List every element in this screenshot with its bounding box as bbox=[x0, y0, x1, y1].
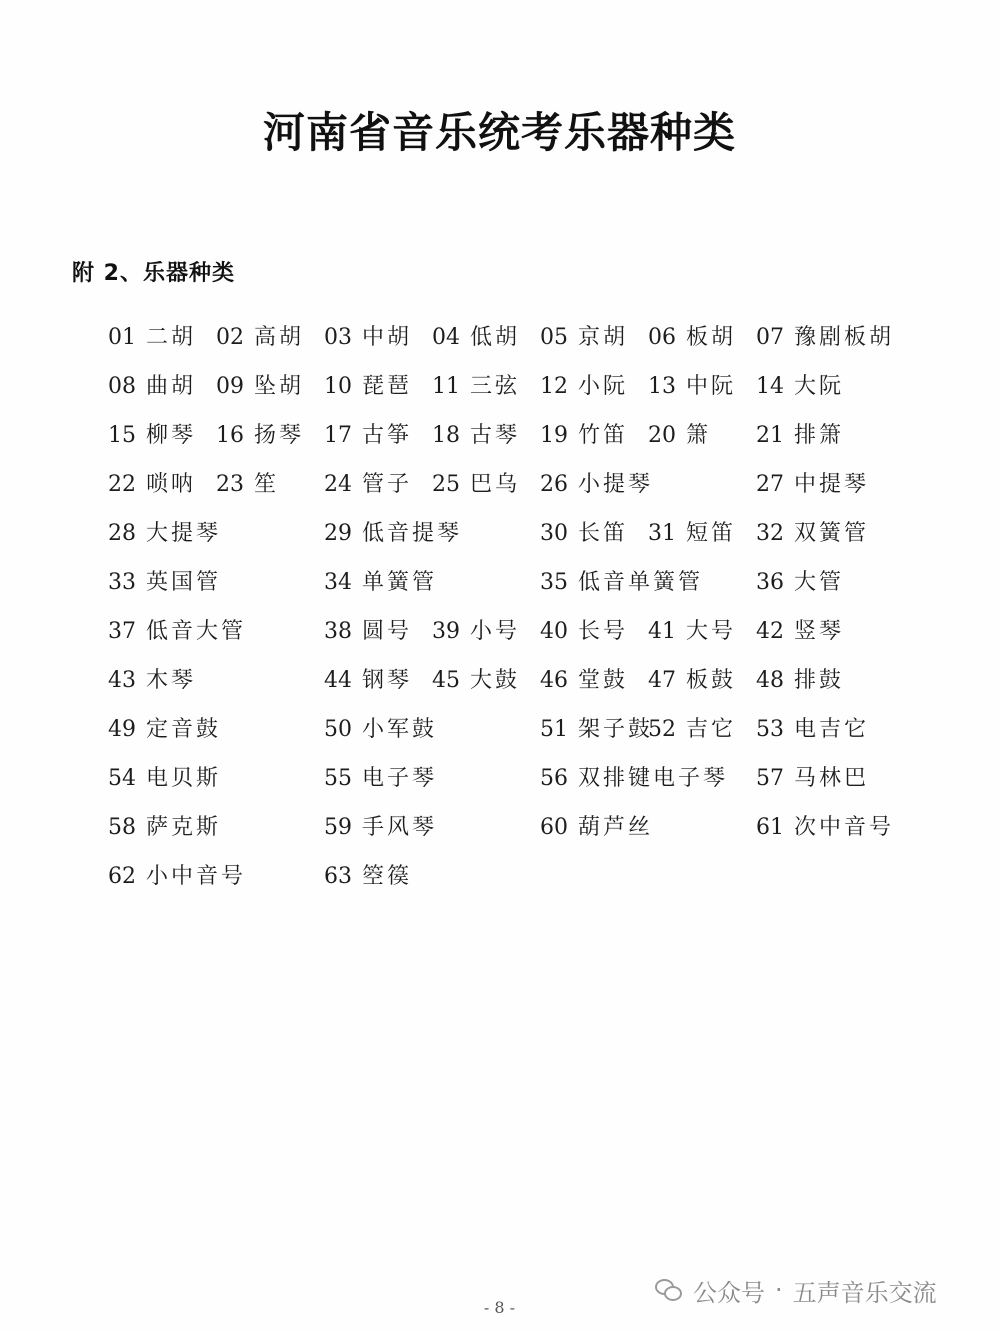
instrument-name: 大阮 bbox=[794, 374, 845, 399]
instrument-item bbox=[648, 367, 736, 407]
instrument-name: 次中音号 bbox=[794, 815, 895, 840]
instrument-name: 高胡 bbox=[254, 325, 305, 350]
instrument-item bbox=[324, 661, 412, 701]
instrument-name: 单簧管 bbox=[362, 570, 438, 595]
instrument-name: 短笛 bbox=[686, 521, 737, 546]
instrument-item bbox=[324, 367, 412, 407]
instrument-name: 小中音号 bbox=[146, 864, 247, 889]
instrument-number: 05 bbox=[540, 325, 568, 350]
instrument-number: 41 bbox=[648, 619, 676, 644]
instrument-name: 中提琴 bbox=[794, 472, 870, 497]
instrument-name: 吉它 bbox=[686, 717, 737, 742]
instrument-item bbox=[108, 759, 221, 799]
instrument-item bbox=[432, 367, 520, 407]
instrument-item bbox=[756, 318, 894, 358]
instrument-number: 61 bbox=[756, 815, 784, 840]
instrument-number: 31 bbox=[648, 521, 676, 546]
instrument-item bbox=[108, 416, 196, 456]
instrument-item bbox=[648, 514, 736, 554]
instrument-item bbox=[756, 367, 844, 407]
instrument-item bbox=[540, 710, 653, 750]
instrument-number: 20 bbox=[648, 423, 676, 448]
instrument-name: 小号 bbox=[470, 619, 521, 644]
instrument-item bbox=[756, 563, 844, 603]
instrument-item bbox=[216, 465, 279, 505]
watermark-prefix: 公众号 bbox=[693, 1278, 765, 1307]
instrument-number: 09 bbox=[216, 374, 244, 399]
instrument-item bbox=[648, 416, 711, 456]
instrument-item bbox=[432, 612, 520, 652]
instrument-number: 62 bbox=[108, 864, 136, 889]
instrument-item bbox=[540, 661, 628, 701]
instrument-number: 43 bbox=[108, 668, 136, 693]
instrument-number: 44 bbox=[324, 668, 352, 693]
instrument-name: 英国管 bbox=[146, 570, 222, 595]
instrument-number: 21 bbox=[756, 423, 784, 448]
instrument-number: 12 bbox=[540, 374, 568, 399]
instrument-name: 箜篌 bbox=[362, 864, 413, 889]
instrument-item bbox=[108, 465, 196, 505]
instrument-number: 33 bbox=[108, 570, 136, 595]
instrument-item bbox=[108, 710, 221, 750]
instrument-name: 低音提琴 bbox=[362, 521, 463, 546]
instrument-name: 小阮 bbox=[578, 374, 629, 399]
instrument-item bbox=[324, 465, 412, 505]
instrument-number: 39 bbox=[432, 619, 460, 644]
instrument-item bbox=[648, 710, 736, 750]
instrument-item bbox=[540, 563, 703, 603]
instrument-item bbox=[756, 710, 869, 750]
watermark-name: 五声音乐交流 bbox=[792, 1278, 937, 1307]
instrument-number: 36 bbox=[756, 570, 784, 595]
instrument-item bbox=[432, 661, 520, 701]
instrument-number: 63 bbox=[324, 864, 352, 889]
instrument-name: 中阮 bbox=[686, 374, 737, 399]
instrument-name: 二胡 bbox=[146, 325, 197, 350]
instrument-name: 电吉它 bbox=[794, 717, 870, 742]
instrument-item bbox=[756, 416, 844, 456]
instrument-name: 小提琴 bbox=[578, 472, 654, 497]
instrument-name: 低胡 bbox=[470, 325, 521, 350]
instrument-name: 定音鼓 bbox=[146, 717, 222, 742]
instrument-number: 37 bbox=[108, 619, 136, 644]
page-title: 河南省音乐统考乐器种类 bbox=[262, 108, 736, 157]
instrument-item bbox=[108, 808, 221, 848]
instrument-number: 17 bbox=[324, 423, 352, 448]
instrument-name: 双簧管 bbox=[794, 521, 870, 546]
instrument-number: 02 bbox=[216, 325, 244, 350]
instrument-number: 53 bbox=[756, 717, 784, 742]
instrument-item bbox=[756, 808, 894, 848]
instrument-name: 排箫 bbox=[794, 423, 845, 448]
instrument-number: 08 bbox=[108, 374, 136, 399]
instrument-item bbox=[324, 759, 437, 799]
instrument-item bbox=[540, 318, 628, 358]
instrument-item bbox=[216, 318, 304, 358]
instrument-name: 电子琴 bbox=[362, 766, 438, 791]
instrument-number: 25 bbox=[432, 472, 460, 497]
instrument-number: 46 bbox=[540, 668, 568, 693]
instrument-item bbox=[540, 465, 653, 505]
instrument-item bbox=[324, 808, 437, 848]
instrument-number: 52 bbox=[648, 717, 676, 742]
instrument-item bbox=[216, 416, 304, 456]
page-number: - 8 - bbox=[483, 1298, 516, 1317]
instrument-item bbox=[324, 514, 462, 554]
instrument-item bbox=[432, 318, 520, 358]
instrument-number: 06 bbox=[648, 325, 676, 350]
instrument-name: 架子鼓 bbox=[578, 717, 654, 742]
instrument-number: 13 bbox=[648, 374, 676, 399]
instrument-name: 长号 bbox=[578, 619, 629, 644]
instrument-item bbox=[648, 612, 736, 652]
instrument-name: 大号 bbox=[686, 619, 737, 644]
instrument-name: 排鼓 bbox=[794, 668, 845, 693]
instrument-item bbox=[108, 857, 246, 897]
instrument-number: 50 bbox=[324, 717, 352, 742]
instrument-number: 48 bbox=[756, 668, 784, 693]
instrument-name: 低音大管 bbox=[146, 619, 247, 644]
instrument-number: 34 bbox=[324, 570, 352, 595]
instrument-number: 38 bbox=[324, 619, 352, 644]
instrument-name: 唢呐 bbox=[146, 472, 197, 497]
instrument-item bbox=[756, 759, 869, 799]
instrument-item bbox=[324, 857, 412, 897]
instrument-name: 管子 bbox=[362, 472, 413, 497]
instrument-name: 长笛 bbox=[578, 521, 629, 546]
instrument-number: 15 bbox=[108, 423, 136, 448]
instrument-name: 豫剧板胡 bbox=[794, 325, 895, 350]
instrument-item bbox=[432, 416, 520, 456]
instrument-number: 35 bbox=[540, 570, 568, 595]
instrument-name: 笙 bbox=[254, 472, 280, 497]
instrument-number: 57 bbox=[756, 766, 784, 791]
instrument-name: 钢琴 bbox=[362, 668, 413, 693]
instrument-number: 19 bbox=[540, 423, 568, 448]
instrument-name: 大提琴 bbox=[146, 521, 222, 546]
instrument-item bbox=[540, 514, 628, 554]
instrument-name: 古筝 bbox=[362, 423, 413, 448]
instrument-number: 45 bbox=[432, 668, 460, 693]
instrument-item bbox=[432, 465, 520, 505]
watermark-separator: · bbox=[775, 1276, 783, 1304]
instrument-number: 32 bbox=[756, 521, 784, 546]
instrument-item bbox=[324, 318, 412, 358]
instrument-number: 56 bbox=[540, 766, 568, 791]
instrument-item bbox=[648, 661, 736, 701]
instrument-number: 40 bbox=[540, 619, 568, 644]
instrument-number: 18 bbox=[432, 423, 460, 448]
instrument-number: 03 bbox=[324, 325, 352, 350]
instrument-number: 14 bbox=[756, 374, 784, 399]
instrument-item bbox=[756, 514, 869, 554]
instrument-list bbox=[0, 318, 999, 918]
instrument-number: 22 bbox=[108, 472, 136, 497]
instrument-name: 双排键电子琴 bbox=[578, 766, 729, 791]
instrument-name: 圆号 bbox=[362, 619, 413, 644]
instrument-item bbox=[540, 808, 653, 848]
instrument-number: 54 bbox=[108, 766, 136, 791]
instrument-number: 58 bbox=[108, 815, 136, 840]
instrument-item bbox=[756, 465, 869, 505]
instrument-number: 16 bbox=[216, 423, 244, 448]
instrument-name: 扬琴 bbox=[254, 423, 305, 448]
section-subtitle: 附 2、乐器种类 bbox=[72, 261, 235, 286]
instrument-item bbox=[540, 367, 628, 407]
instrument-name: 中胡 bbox=[362, 325, 413, 350]
instrument-name: 电贝斯 bbox=[146, 766, 222, 791]
instrument-item bbox=[108, 661, 196, 701]
instrument-name: 木琴 bbox=[146, 668, 197, 693]
instrument-number: 26 bbox=[540, 472, 568, 497]
instrument-number: 59 bbox=[324, 815, 352, 840]
instrument-number: 55 bbox=[324, 766, 352, 791]
instrument-name: 竹笛 bbox=[578, 423, 629, 448]
instrument-item bbox=[108, 367, 196, 407]
instrument-item bbox=[324, 563, 437, 603]
instrument-number: 49 bbox=[108, 717, 136, 742]
instrument-name: 大管 bbox=[794, 570, 845, 595]
instrument-name: 板胡 bbox=[686, 325, 737, 350]
instrument-name: 手风琴 bbox=[362, 815, 438, 840]
instrument-number: 01 bbox=[108, 325, 136, 350]
instrument-number: 10 bbox=[324, 374, 352, 399]
instrument-name: 京胡 bbox=[578, 325, 629, 350]
instrument-name: 竖琴 bbox=[794, 619, 845, 644]
instrument-number: 29 bbox=[324, 521, 352, 546]
instrument-name: 马林巴 bbox=[794, 766, 870, 791]
instrument-item bbox=[540, 612, 628, 652]
instrument-item bbox=[216, 367, 304, 407]
instrument-name: 古琴 bbox=[470, 423, 521, 448]
instrument-number: 27 bbox=[756, 472, 784, 497]
instrument-name: 大鼓 bbox=[470, 668, 521, 693]
instrument-item bbox=[108, 514, 221, 554]
instrument-number: 28 bbox=[108, 521, 136, 546]
instrument-name: 堂鼓 bbox=[578, 668, 629, 693]
instrument-item bbox=[108, 612, 246, 652]
instrument-item bbox=[540, 759, 728, 799]
instrument-item bbox=[756, 612, 844, 652]
instrument-number: 24 bbox=[324, 472, 352, 497]
instrument-name: 萨克斯 bbox=[146, 815, 222, 840]
instrument-number: 30 bbox=[540, 521, 568, 546]
instrument-number: 60 bbox=[540, 815, 568, 840]
instrument-item bbox=[540, 416, 628, 456]
instrument-number: 47 bbox=[648, 668, 676, 693]
instrument-item bbox=[324, 416, 412, 456]
instrument-item bbox=[108, 318, 196, 358]
instrument-name: 小军鼓 bbox=[362, 717, 438, 742]
instrument-name: 坠胡 bbox=[254, 374, 305, 399]
instrument-item bbox=[108, 563, 221, 603]
instrument-number: 07 bbox=[756, 325, 784, 350]
instrument-item bbox=[324, 710, 437, 750]
instrument-number: 04 bbox=[432, 325, 460, 350]
instrument-item bbox=[324, 612, 412, 652]
instrument-number: 42 bbox=[756, 619, 784, 644]
instrument-number: 23 bbox=[216, 472, 244, 497]
instrument-name: 箫 bbox=[686, 423, 712, 448]
instrument-name: 葫芦丝 bbox=[578, 815, 654, 840]
instrument-item bbox=[756, 661, 844, 701]
instrument-item bbox=[648, 318, 736, 358]
instrument-name: 曲胡 bbox=[146, 374, 197, 399]
instrument-name: 板鼓 bbox=[686, 668, 737, 693]
instrument-name: 巴乌 bbox=[470, 472, 521, 497]
instrument-number: 11 bbox=[432, 374, 460, 399]
instrument-name: 琵琶 bbox=[362, 374, 413, 399]
instrument-name: 三弦 bbox=[470, 374, 521, 399]
instrument-name: 柳琴 bbox=[146, 423, 197, 448]
instrument-name: 低音单簧管 bbox=[578, 570, 704, 595]
instrument-number: 51 bbox=[540, 717, 568, 742]
